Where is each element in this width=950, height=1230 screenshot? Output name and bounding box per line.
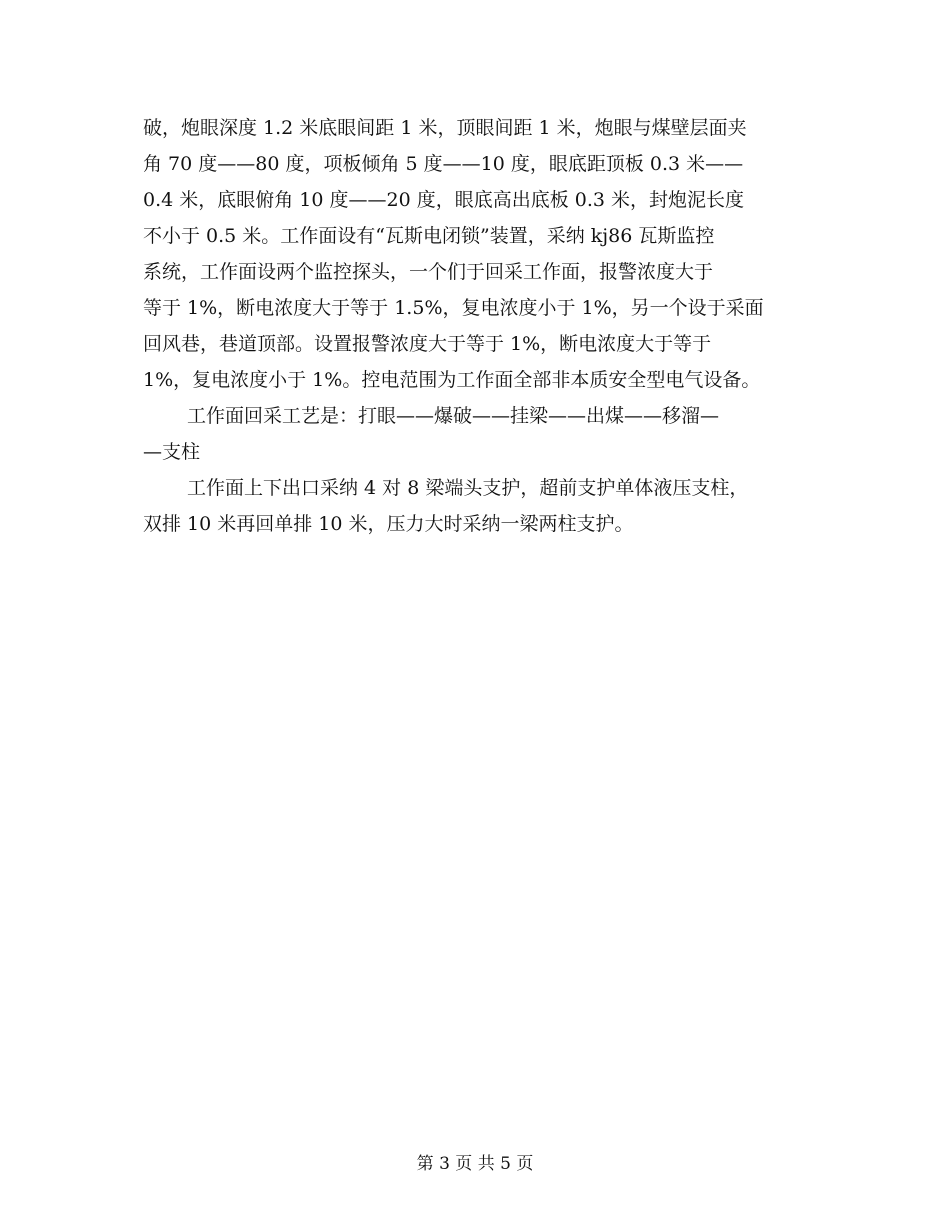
text-line: 回风巷，巷道顶部。设置报警浓度大于等于 1%，断电浓度大于等于 bbox=[143, 333, 712, 355]
text-line: 角 70 度——80 度，项板倾角 5 度——10 度，眼底距顶板 0.3 米—— bbox=[143, 153, 744, 175]
text-line: 等于 1%，断电浓度大于等于 1.5%，复电浓度小于 1%，另一个设于采面 bbox=[143, 297, 764, 319]
document-body bbox=[143, 110, 823, 542]
text-line: 0.4 米，底眼俯角 10 度——20 度，眼底高出底板 0.3 米，封炮泥长度 bbox=[143, 189, 745, 211]
text-line: 不小于 0.5 米。工作面设有“瓦斯电闭锁”装置，采纳 kj86 瓦斯监控 bbox=[143, 225, 715, 247]
text-line: —支柱 bbox=[143, 441, 201, 463]
text-line: 破，炮眼深度 1.2 米底眼间距 1 米，顶眼间距 1 米，炮眼与煤壁层面夹 bbox=[143, 117, 747, 139]
paragraph-start-line: 工作面上下出口采纳 4 对 8 梁端头支护，超前支护单体液压支柱， bbox=[187, 477, 749, 499]
text-line: 系统，工作面设两个监控探头，一个们于回采工作面，报警浓度大于 bbox=[143, 261, 714, 283]
text-line: 1%，复电浓度小于 1%。控电范围为工作面全部非本质安全型电气设备。 bbox=[143, 369, 761, 391]
page-number-footer: 第 3 页 共 5 页 bbox=[416, 1154, 534, 1174]
paragraph-start-line: 工作面回采工艺是：打眼——爆破——挂梁——出煤——移溜— bbox=[187, 405, 720, 427]
text-line: 双排 10 米再回单排 10 米，压力大时采纳一梁两柱支护。 bbox=[143, 513, 634, 535]
